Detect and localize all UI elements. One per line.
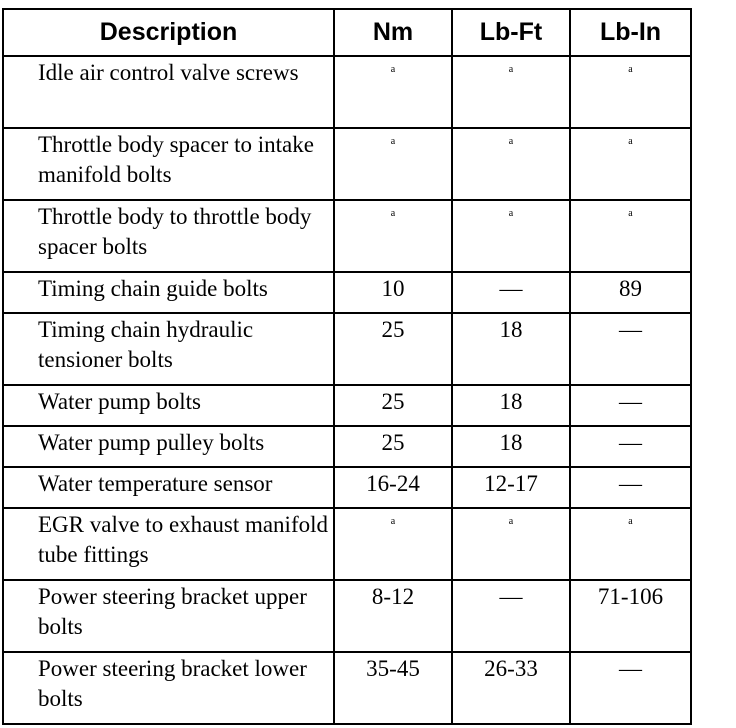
cell-nm: 35-45 [334,652,452,724]
cell-description: Water pump pulley bolts [3,426,334,467]
cell-lb-in: — [570,467,691,508]
cell-description: Water temperature sensor [3,467,334,508]
cell-description: Water pump bolts [3,385,334,426]
cell-lb-in: a [570,508,691,580]
cell-lb-in: — [570,426,691,467]
cell-lb-ft: 26-33 [452,652,570,724]
torque-spec-table [2,8,692,725]
cell-nm: 8-12 [334,580,452,652]
cell-nm: 16-24 [334,467,452,508]
table-row [3,426,691,467]
cell-lb-ft: — [452,580,570,652]
header-lb-in: Lb-In [570,9,691,56]
cell-lb-ft: 18 [452,385,570,426]
cell-lb-in: a [570,128,691,200]
table-row [3,272,691,313]
header-row [3,9,691,56]
cell-description: Throttle body to throttle body spacer bolts [3,200,334,272]
table-row [3,128,691,200]
table-row [3,580,691,652]
cell-lb-in: — [570,652,691,724]
cell-nm: a [334,508,452,580]
table-row [3,652,691,724]
cell-description: Throttle body spacer to intake manifold bolts [3,128,334,200]
cell-description: Timing chain hydraulic tensioner bolts [3,313,334,385]
cell-lb-in: — [570,313,691,385]
table-row [3,467,691,508]
cell-lb-ft: — [452,272,570,313]
cell-lb-in: 89 [570,272,691,313]
cell-nm: a [334,56,452,128]
header-nm: Nm [334,9,452,56]
cell-nm: 25 [334,385,452,426]
table-row [3,200,691,272]
table-row [3,508,691,580]
cell-lb-ft: 18 [452,313,570,385]
header-lb-ft: Lb-Ft [452,9,570,56]
cell-lb-ft: 18 [452,426,570,467]
cell-description: Power steering bracket upper bolts [3,580,334,652]
cell-description: Power steering bracket lower bolts [3,652,334,724]
cell-lb-ft: a [452,128,570,200]
table-row [3,313,691,385]
table-body [3,56,691,724]
cell-lb-in: 71-106 [570,580,691,652]
cell-lb-in: a [570,200,691,272]
cell-lb-ft: 12-17 [452,467,570,508]
cell-description: Timing chain guide bolts [3,272,334,313]
cell-description: Idle air control valve screws [3,56,334,128]
cell-lb-ft: a [452,56,570,128]
table-row [3,56,691,128]
cell-description: EGR valve to exhaust manifold tube fittings [3,508,334,580]
cell-nm: 10 [334,272,452,313]
cell-nm: 25 [334,313,452,385]
cell-lb-in: — [570,385,691,426]
cell-lb-ft: a [452,200,570,272]
cell-nm: a [334,128,452,200]
cell-nm: 25 [334,426,452,467]
header-description: Description [3,9,334,56]
cell-lb-ft: a [452,508,570,580]
cell-nm: a [334,200,452,272]
table-row [3,385,691,426]
cell-lb-in: a [570,56,691,128]
